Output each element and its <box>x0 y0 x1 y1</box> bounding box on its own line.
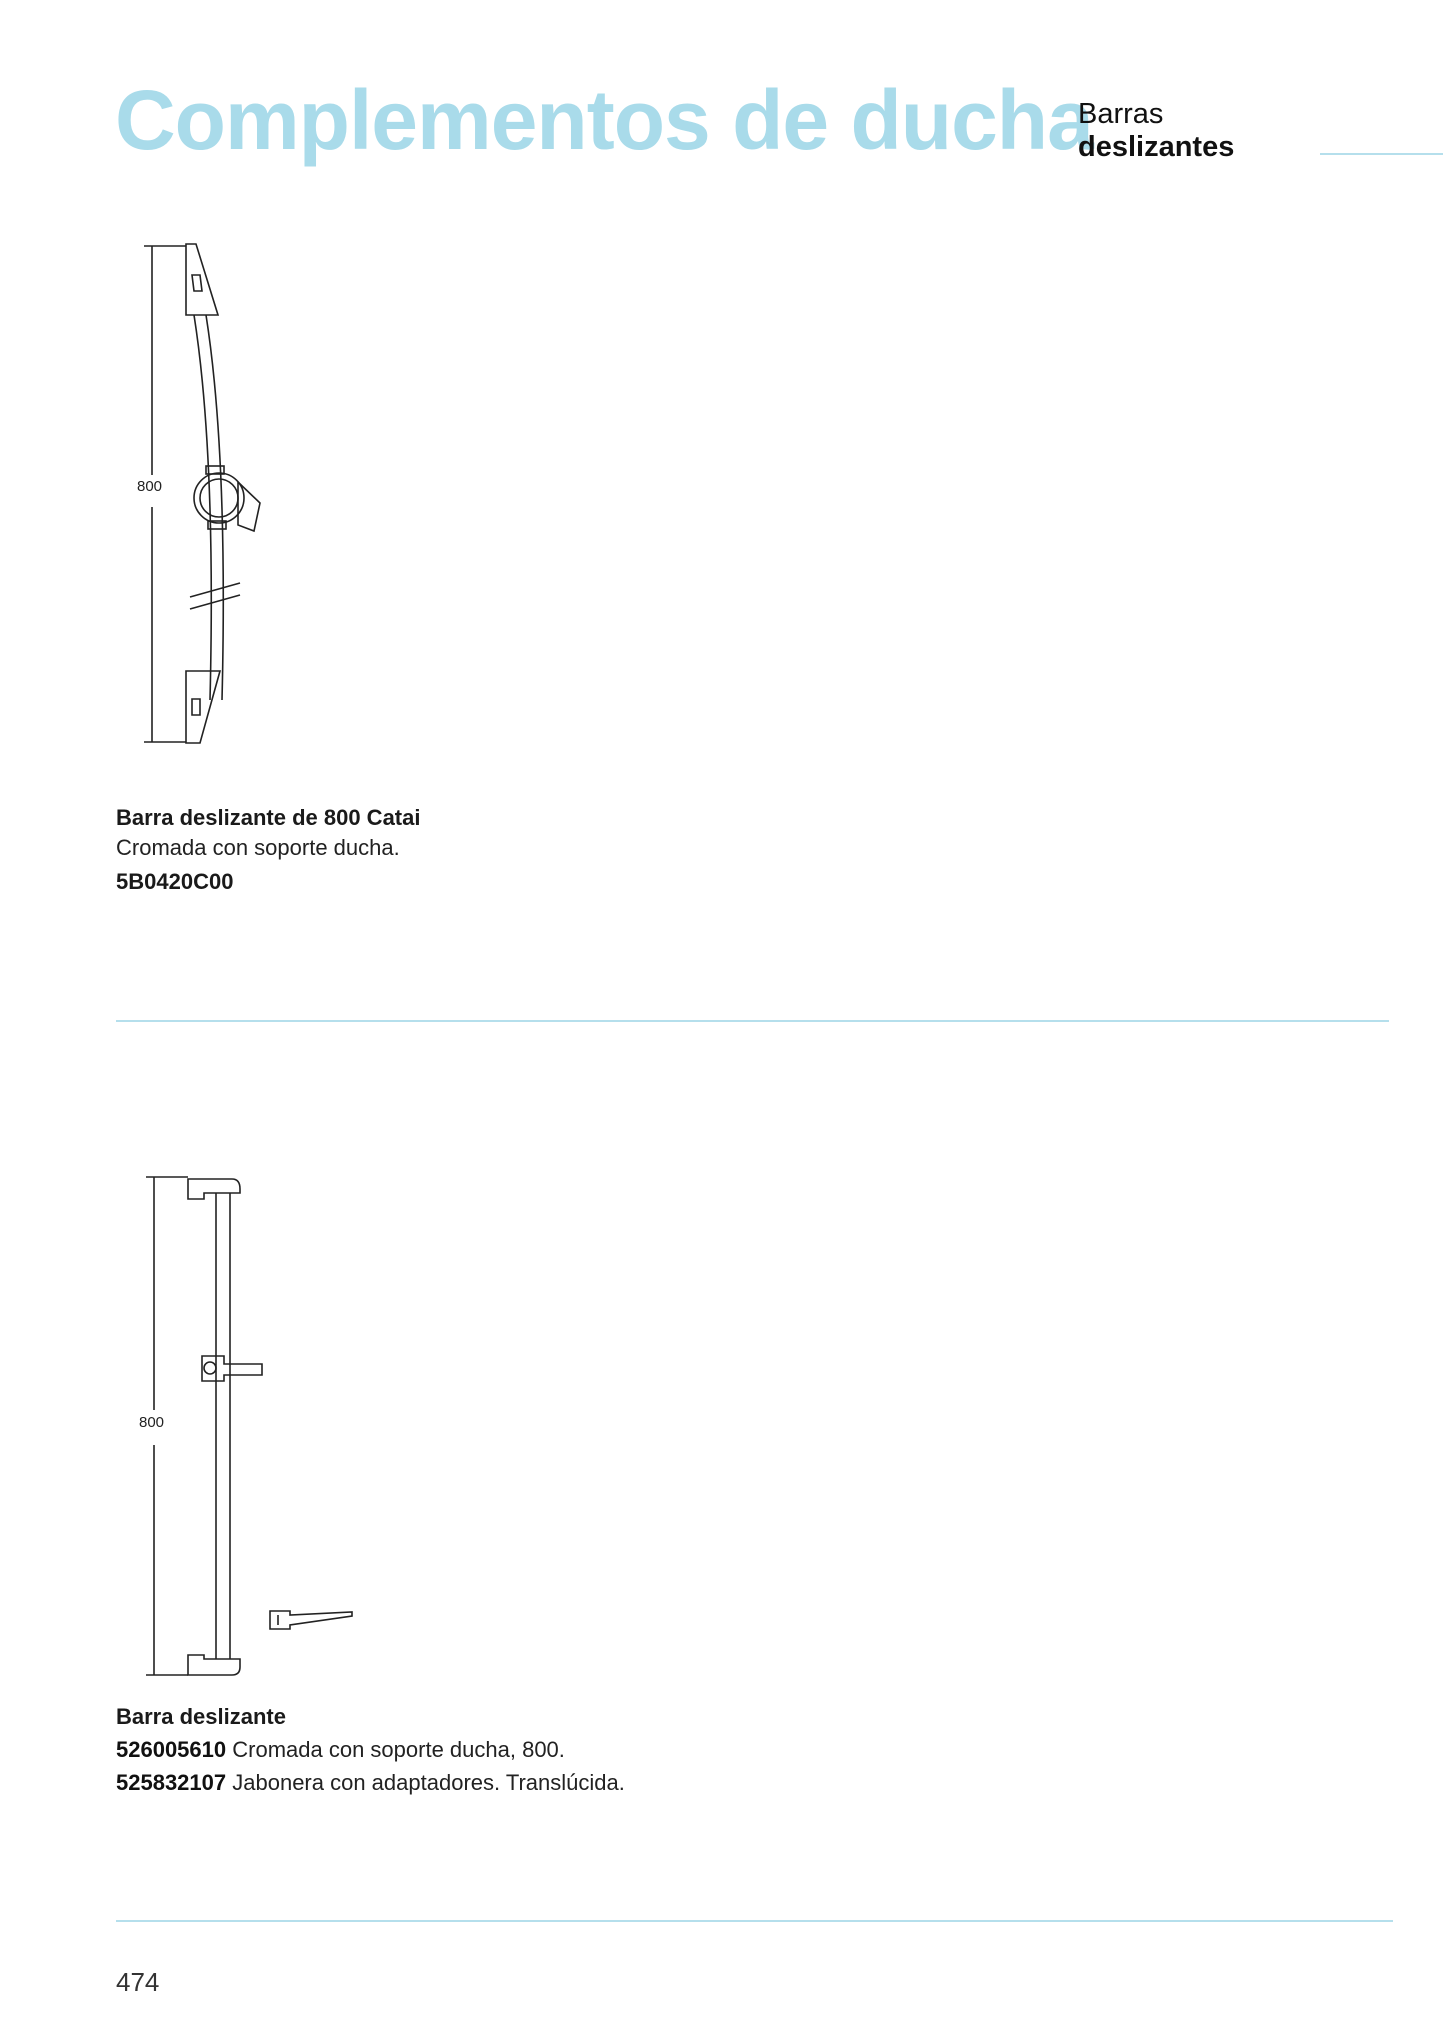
product-line-text: Jabonera con adaptadores. Translúcida. <box>232 1770 625 1795</box>
sliding-bar-drawing <box>140 1165 370 1685</box>
product-line <box>116 1735 625 1765</box>
section-title-line1: Barras <box>1078 98 1164 130</box>
page-number: 474 <box>116 1967 160 1997</box>
section-divider <box>116 1020 1389 1022</box>
product-sliding-bar <box>116 1702 625 1798</box>
dimension-label: 800 <box>137 478 163 495</box>
product-line-text: Cromada con soporte ducha, 800. <box>232 1737 565 1762</box>
product-code: 526005610 <box>116 1737 227 1762</box>
catai-bar-drawing <box>130 235 290 755</box>
product-name: Barra deslizante de 800 Catai <box>116 805 421 830</box>
product-description: Cromada con soporte ducha. <box>116 835 400 860</box>
section-title-line2: deslizantes <box>1078 131 1235 163</box>
section-title <box>1078 98 1234 164</box>
product-code: 525832107 <box>116 1770 227 1795</box>
product-line <box>116 1768 625 1798</box>
product-code: 5B0420C00 <box>116 869 234 894</box>
dimension-label: 800 <box>139 1414 165 1431</box>
footer-divider <box>116 1920 1393 1922</box>
product-catai <box>116 803 420 897</box>
page-title: Complementos de ducha <box>115 73 1093 167</box>
header-rule <box>1320 153 1443 155</box>
product-name: Barra deslizante <box>116 1704 286 1729</box>
